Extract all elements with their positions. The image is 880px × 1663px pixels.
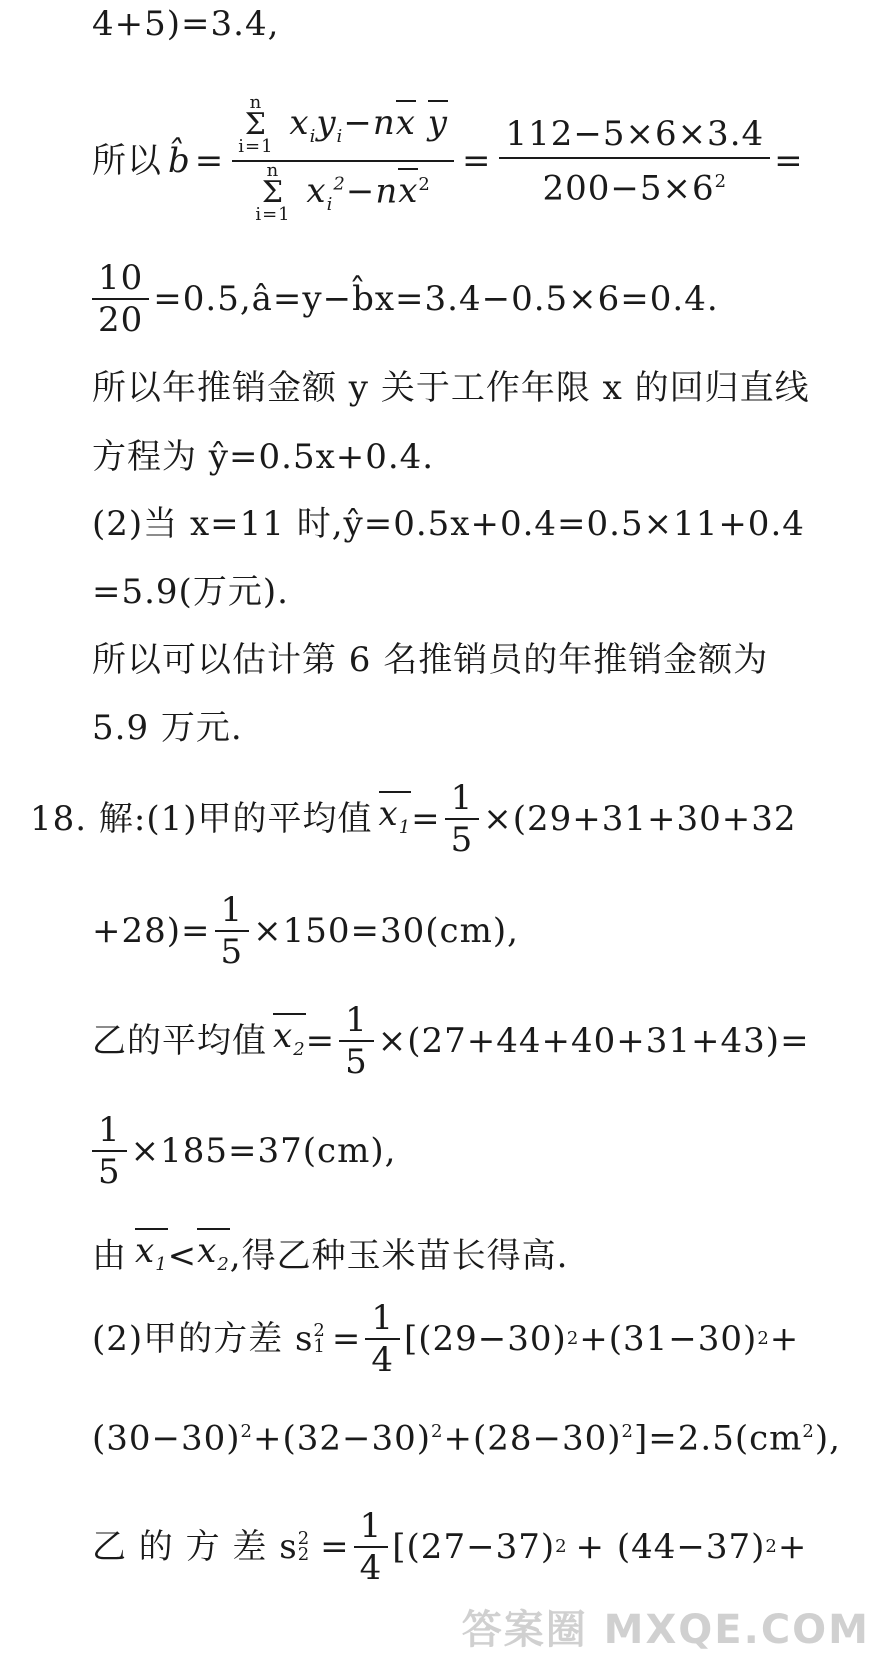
text-line-4: 所以年推销金额 y 关于工作年限 x 的回归直线 xyxy=(92,368,810,408)
text-line-7: =5.9(万元). xyxy=(92,572,289,612)
summation-numerator: n Σ i=1 $x_iy_i-nx$ y xyxy=(238,92,448,158)
text-line-6: (2)当 x=11 时,ŷ=0.5x+0.4=0.5×11+0.4 xyxy=(92,504,805,544)
problem-18-line-6: (2)甲的方差 s 2 1 = $\frac{1}{4}$ [(29−30) 2 +(31−30) 2 + xyxy=(92,1298,800,1380)
problem-18-line-8: 乙 的 方 差 s 2 2 = $\frac{1}{4}$ [(27−37) 2 + (44−37) 2 + xyxy=(92,1506,808,1588)
fraction-one-fifth: $\frac{1}{5}$ xyxy=(339,1000,374,1082)
numeric-denominator: $200-5\times 6^2$ xyxy=(542,168,728,209)
a-hat-computation: =0.5,â=y−b̂x=3.4−0.5×6=0.4. xyxy=(153,279,719,319)
summation-symbol: n Σ i=1 xyxy=(238,92,274,158)
equals-sign: = xyxy=(461,141,492,181)
problem-18-line-3: 乙的平均值 $x_2$ = $\frac{1}{5}$ ×(27+44+40+31+43)= xyxy=(92,1000,810,1082)
problem-18-line-5: 由 $x_1$ < $x_2$ ,得乙种玉米苗长得高. xyxy=(92,1228,568,1285)
fraction-one-quarter: $\frac{1}{4}$ xyxy=(354,1506,389,1588)
problem-18-line-2: +28)= $\frac{1}{5}$ ×150=30(cm), xyxy=(92,890,519,972)
text-line-3 xyxy=(92,258,719,340)
text-line-5: 方程为 ŷ=0.5x+0.4. xyxy=(92,437,435,477)
fraction-10-20: $\frac{10}{20}$ xyxy=(92,258,149,340)
watermark-logo: 答案圈 MXQE.COM xyxy=(461,1607,870,1653)
mean-x2: $x_2$ xyxy=(273,1013,306,1070)
numeric-fraction xyxy=(499,111,770,211)
equals-sign: = xyxy=(774,141,804,181)
formula-b-hat xyxy=(92,92,804,226)
fraction-one-fifth: $\frac{1}{5}$ xyxy=(445,778,480,860)
fraction-one-fifth: $\frac{1}{5}$ xyxy=(215,890,250,972)
summation-fraction xyxy=(232,94,454,228)
formula-prefix: 所以 xyxy=(92,141,162,181)
text-line-8: 所以可以估计第 6 名推销员的年推销金额为 xyxy=(92,640,769,680)
problem-18-line-4: $\frac{1}{5}$ ×185=37(cm), xyxy=(92,1110,396,1192)
numeric-numerator: 112−5×6×3.4 xyxy=(505,113,765,154)
fraction-one-quarter: $\frac{1}{4}$ xyxy=(365,1298,400,1380)
text-line-9: 5.9 万元. xyxy=(92,708,243,748)
summation-symbol: n Σ i=1 xyxy=(255,160,291,226)
mean-x1: $x_1$ xyxy=(379,791,412,848)
summation-denominator: n Σ i=1 $x_i^2-nx^2$ xyxy=(255,160,431,226)
b-hat-symbol: b̂ xyxy=(168,141,191,181)
problem-18-line-1: 18. 解:(1)甲的平均值 $x_1$ = $\frac{1}{5}$ ×(29+31+30+32 xyxy=(30,778,797,860)
mean-x2: $x_2$ xyxy=(197,1228,230,1285)
mean-x1: $x_1$ xyxy=(135,1228,168,1285)
text-line-1: 4+5)=3.4, xyxy=(92,4,280,44)
equals-sign: = xyxy=(194,141,225,181)
fraction-one-fifth: $\frac{1}{5}$ xyxy=(92,1110,127,1192)
problem-18-line-7: $(30-30)^2+(32-30)^2+(28-30)^2]=2.5(cm^2)$, xyxy=(92,1418,841,1459)
